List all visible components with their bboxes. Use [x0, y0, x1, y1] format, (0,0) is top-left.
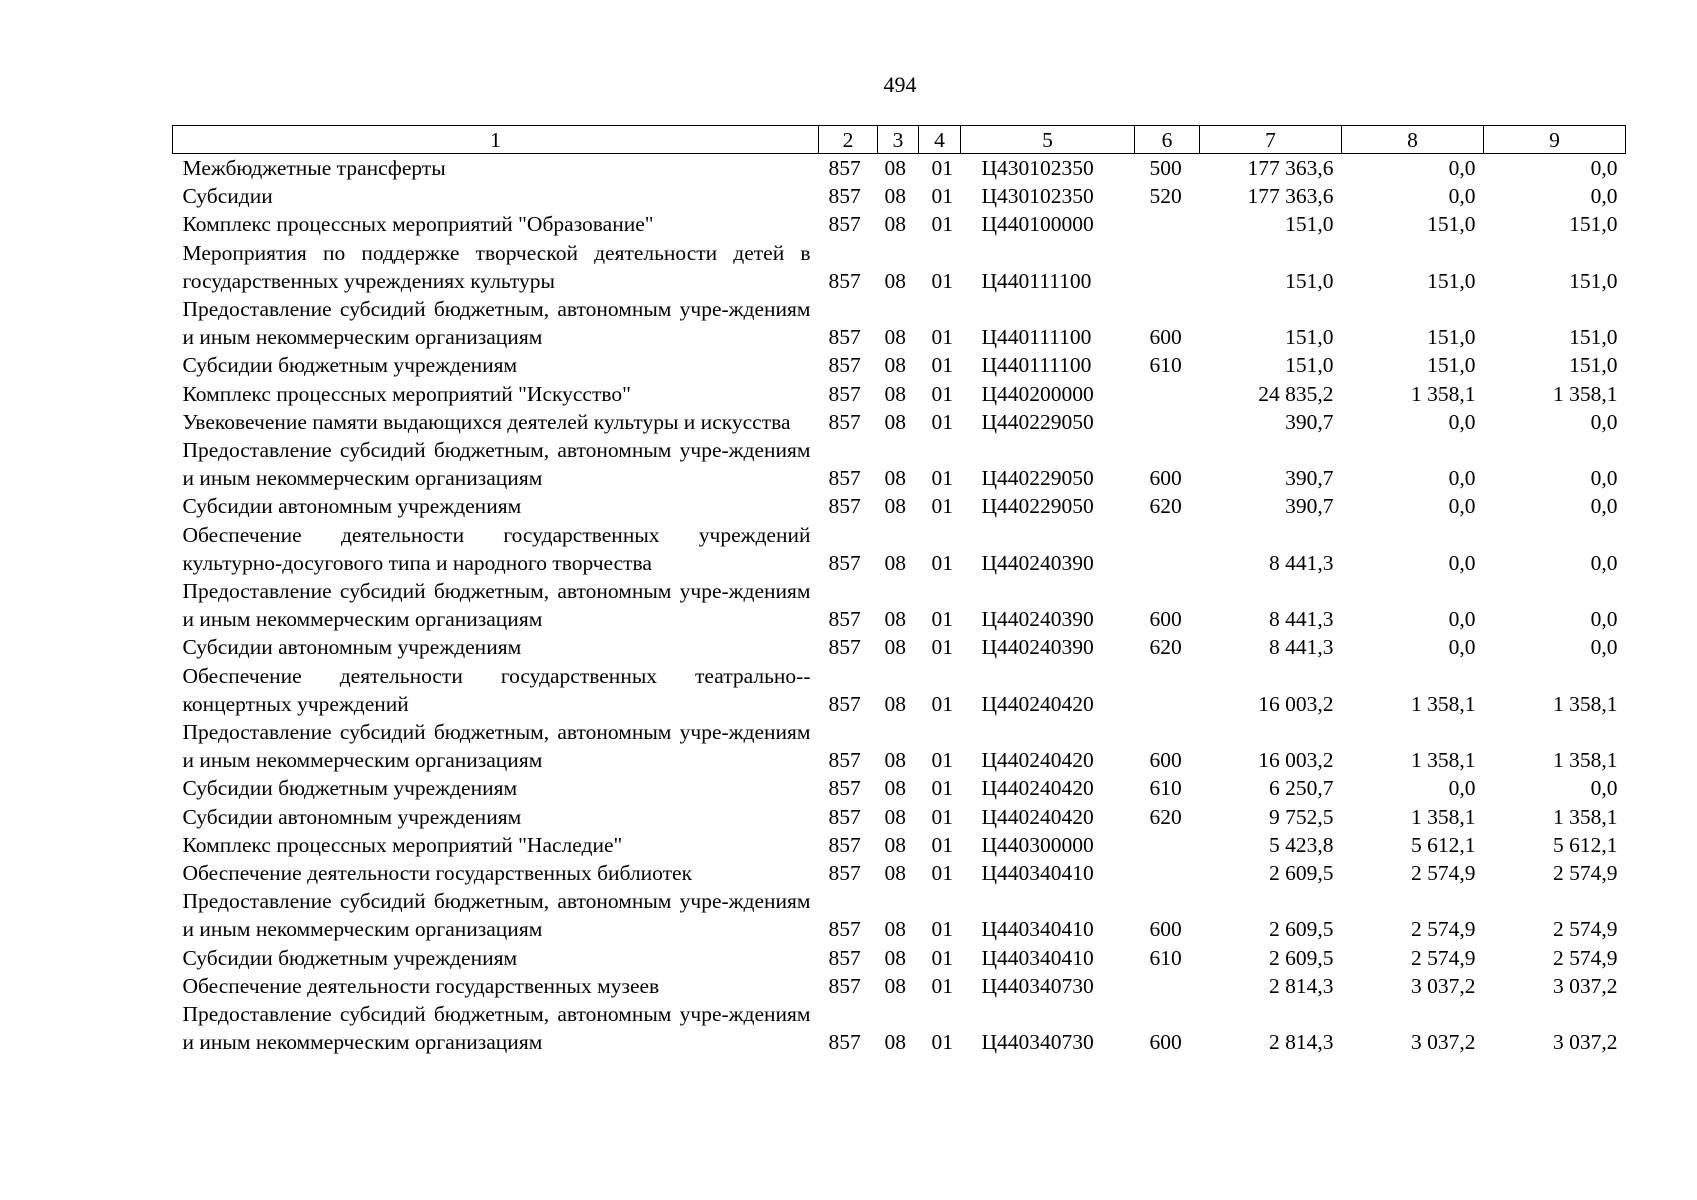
cell-name: Субсидии автономным учреждениям [182, 804, 522, 829]
cell-code-6: 520 [1149, 184, 1182, 209]
cell-code-2: 857 [828, 691, 861, 716]
cell-amount-9: 151,0 [1569, 353, 1618, 378]
cell-amount-7: 2 609,5 [1269, 861, 1334, 886]
table-row [173, 944, 1626, 972]
table-row [173, 182, 1626, 210]
cell-amount-9: 2 574,9 [1553, 945, 1618, 970]
cell-amount-7: 151,0 [1285, 268, 1334, 293]
cell-code-5: Ц430102350 [981, 156, 1094, 180]
cell-code-6: 620 [1149, 494, 1182, 519]
cell-code-6: 610 [1149, 776, 1182, 801]
cell-code-3: 08 [884, 325, 906, 350]
column-header-9: 9 [1484, 126, 1626, 154]
cell-code-6 [1135, 831, 1200, 859]
cell-amount-9: 0,0 [1590, 494, 1618, 519]
table-row [173, 718, 1626, 774]
cell-code-5: Ц440229050 [981, 409, 1094, 434]
table-row [173, 831, 1626, 859]
cell-code-6: 610 [1149, 945, 1182, 970]
cell-code-2: 857 [828, 550, 861, 575]
cell-amount-8: 151,0 [1427, 353, 1476, 378]
cell-amount-7: 16 003,2 [1258, 691, 1334, 716]
cell-code-3: 08 [884, 748, 906, 773]
cell-code-2: 857 [828, 409, 861, 434]
cell-code-2: 857 [828, 635, 861, 660]
column-header-4: 4 [919, 126, 961, 154]
cell-amount-7: 390,7 [1285, 494, 1334, 519]
column-header-8: 8 [1342, 126, 1484, 154]
cell-code-4: 01 [931, 607, 953, 632]
cell-amount-8: 0,0 [1448, 635, 1476, 660]
cell-code-6 [1135, 210, 1200, 238]
cell-code-3: 08 [884, 607, 906, 632]
cell-code-3: 08 [884, 268, 906, 293]
cell-amount-9: 2 574,9 [1553, 861, 1618, 886]
table-body [173, 154, 1626, 1057]
cell-code-2: 857 [828, 973, 861, 998]
cell-code-6: 620 [1149, 804, 1182, 829]
cell-name: Увековечение памяти выдающихся деятелей культуры и искусства [182, 409, 791, 434]
cell-code-5: Ц440100000 [981, 212, 1094, 237]
cell-code-6: 600 [1149, 748, 1182, 773]
cell-name: Предоставление субсидий бюджетным, автономным учре-ждениям и иным некоммерческим организациям [182, 297, 811, 350]
cell-amount-7: 151,0 [1285, 325, 1334, 350]
cell-amount-7: 8 441,3 [1269, 635, 1334, 660]
cell-amount-8: 0,0 [1448, 550, 1476, 575]
cell-code-2: 857 [828, 861, 861, 886]
cell-amount-7: 151,0 [1285, 353, 1334, 378]
cell-amount-7: 8 441,3 [1269, 607, 1334, 632]
cell-amount-8: 5 612,1 [1411, 832, 1476, 857]
cell-code-2: 857 [828, 184, 861, 209]
cell-code-5: Ц440229050 [981, 466, 1094, 491]
column-header-2: 2 [819, 126, 878, 154]
cell-code-5: Ц440111100 [981, 353, 1092, 378]
table-row [173, 351, 1626, 379]
cell-amount-9: 3 037,2 [1553, 973, 1618, 998]
cell-code-5: Ц440200000 [981, 381, 1094, 406]
cell-amount-9: 1 358,1 [1553, 691, 1618, 716]
cell-code-6: 600 [1149, 325, 1182, 350]
cell-amount-7: 151,0 [1285, 212, 1334, 237]
cell-code-2: 857 [828, 832, 861, 857]
cell-code-4: 01 [931, 409, 953, 434]
table-row [173, 577, 1626, 633]
cell-name: Предоставление субсидий бюджетным, автономным учре-ждениям и иным некоммерческим организациям [182, 720, 811, 773]
cell-code-2: 857 [828, 748, 861, 773]
cell-code-4: 01 [931, 917, 953, 942]
cell-amount-8: 0,0 [1448, 156, 1476, 180]
cell-code-3: 08 [884, 381, 906, 406]
cell-amount-8: 151,0 [1427, 212, 1476, 237]
cell-name: Межбюджетные трансферты [182, 156, 446, 180]
cell-amount-7: 2 814,3 [1269, 973, 1334, 998]
cell-code-3: 08 [884, 212, 906, 237]
cell-code-3: 08 [884, 353, 906, 378]
cell-amount-7: 390,7 [1285, 466, 1334, 491]
cell-amount-7: 2 814,3 [1269, 1030, 1334, 1055]
cell-amount-9: 0,0 [1590, 156, 1618, 180]
cell-code-4: 01 [931, 325, 953, 350]
table-row [173, 295, 1626, 351]
cell-code-4: 01 [931, 466, 953, 491]
cell-amount-8: 2 574,9 [1411, 861, 1476, 886]
cell-code-5: Ц440240420 [981, 691, 1094, 716]
cell-code-4: 01 [931, 776, 953, 801]
table-row [173, 436, 1626, 492]
cell-code-2: 857 [828, 212, 861, 237]
table-row [173, 859, 1626, 887]
cell-code-3: 08 [884, 945, 906, 970]
cell-name: Предоставление субсидий бюджетным, автономным учре-ждениям и иным некоммерческим организациям [182, 889, 811, 942]
cell-code-5: Ц440340730 [981, 973, 1094, 998]
cell-code-4: 01 [931, 945, 953, 970]
cell-amount-7: 177 363,6 [1247, 156, 1334, 180]
page-number: 494 [883, 72, 917, 97]
cell-code-3: 08 [884, 409, 906, 434]
cell-code-4: 01 [931, 635, 953, 660]
cell-amount-9: 0,0 [1590, 776, 1618, 801]
cell-amount-7: 390,7 [1285, 409, 1334, 434]
cell-name: Субсидии бюджетным учреждениям [182, 353, 518, 378]
cell-amount-7: 16 003,2 [1258, 748, 1334, 773]
cell-code-5: Ц440229050 [981, 494, 1094, 519]
cell-code-3: 08 [884, 184, 906, 209]
cell-code-2: 857 [828, 776, 861, 801]
cell-code-4: 01 [931, 832, 953, 857]
cell-code-2: 857 [828, 494, 861, 519]
cell-name: Обеспечение деятельности государственных театрально-концертных учреждений [182, 663, 811, 716]
cell-name: Субсидии автономным учреждениям [182, 494, 522, 519]
cell-amount-7: 9 752,5 [1269, 804, 1334, 829]
cell-code-5: Ц440340730 [981, 1030, 1094, 1055]
cell-code-2: 857 [828, 607, 861, 632]
cell-code-6 [1135, 239, 1200, 295]
cell-code-5: Ц440340410 [981, 917, 1094, 942]
cell-code-5: Ц430102350 [981, 184, 1094, 209]
column-header-5: 5 [961, 126, 1135, 154]
cell-code-5: Ц440340410 [981, 945, 1094, 970]
cell-amount-9: 0,0 [1590, 184, 1618, 209]
cell-name: Комплекс процессных мероприятий "Образование" [182, 212, 654, 237]
cell-amount-7: 6 250,7 [1269, 776, 1334, 801]
cell-amount-7: 8 441,3 [1269, 550, 1334, 575]
cell-amount-8: 0,0 [1448, 607, 1476, 632]
cell-code-3: 08 [884, 156, 906, 180]
cell-code-2: 857 [828, 381, 861, 406]
cell-amount-9: 151,0 [1569, 268, 1618, 293]
cell-code-2: 857 [828, 945, 861, 970]
cell-amount-8: 0,0 [1448, 494, 1476, 519]
cell-amount-7: 2 609,5 [1269, 945, 1334, 970]
cell-amount-9: 1 358,1 [1553, 748, 1618, 773]
cell-amount-9: 0,0 [1590, 550, 1618, 575]
table-row [173, 408, 1626, 436]
cell-code-2: 857 [828, 804, 861, 829]
table-row [173, 154, 1626, 183]
table-row [173, 972, 1626, 1000]
cell-code-4: 01 [931, 1030, 953, 1055]
table-row [173, 633, 1626, 661]
cell-amount-8: 0,0 [1448, 409, 1476, 434]
header-row [173, 126, 1626, 154]
cell-amount-8: 1 358,1 [1411, 691, 1476, 716]
cell-code-6: 600 [1149, 607, 1182, 632]
table-row [173, 210, 1626, 238]
cell-code-3: 08 [884, 973, 906, 998]
cell-code-6: 600 [1149, 917, 1182, 942]
cell-name: Субсидии бюджетным учреждениям [182, 776, 518, 801]
cell-amount-7: 24 835,2 [1258, 381, 1334, 406]
cell-amount-9: 0,0 [1590, 409, 1618, 434]
cell-code-6 [1135, 859, 1200, 887]
cell-amount-8: 0,0 [1448, 466, 1476, 491]
cell-name: Обеспечение деятельности государственных учреждений культурно-досугового типа и народного творчества [182, 522, 811, 575]
cell-amount-9: 5 612,1 [1553, 832, 1618, 857]
table-row [173, 774, 1626, 802]
cell-amount-8: 1 358,1 [1411, 804, 1476, 829]
table-row [173, 239, 1626, 295]
cell-amount-9: 3 037,2 [1553, 1030, 1618, 1055]
cell-code-6: 610 [1149, 353, 1182, 378]
cell-code-4: 01 [931, 550, 953, 575]
column-header-6: 6 [1135, 126, 1200, 154]
cell-code-6: 620 [1149, 635, 1182, 660]
cell-amount-8: 3 037,2 [1411, 973, 1476, 998]
cell-code-4: 01 [931, 494, 953, 519]
cell-amount-7: 5 423,8 [1269, 832, 1334, 857]
cell-code-2: 857 [828, 156, 861, 180]
cell-code-3: 08 [884, 804, 906, 829]
cell-amount-9: 0,0 [1590, 607, 1618, 632]
cell-amount-9: 0,0 [1590, 466, 1618, 491]
cell-code-5: Ц440240390 [981, 550, 1094, 575]
cell-code-6 [1135, 380, 1200, 408]
cell-code-2: 857 [828, 1030, 861, 1055]
cell-code-3: 08 [884, 776, 906, 801]
cell-code-4: 01 [931, 212, 953, 237]
cell-name: Обеспечение деятельности государственных музеев [182, 973, 660, 998]
cell-code-5: Ц440240390 [981, 607, 1094, 632]
cell-code-4: 01 [931, 353, 953, 378]
cell-amount-7: 177 363,6 [1247, 184, 1334, 209]
cell-amount-8: 1 358,1 [1411, 748, 1476, 773]
cell-code-5: Ц440240420 [981, 804, 1094, 829]
cell-name: Мероприятия по поддержке творческой деятельности детей в государственных учреждениях культуры [182, 240, 811, 293]
cell-code-3: 08 [884, 466, 906, 491]
table-row [173, 1000, 1626, 1056]
cell-amount-9: 151,0 [1569, 325, 1618, 350]
cell-name: Субсидии бюджетным учреждениям [182, 945, 518, 970]
cell-amount-8: 151,0 [1427, 268, 1476, 293]
cell-amount-9: 1 358,1 [1553, 804, 1618, 829]
cell-code-3: 08 [884, 691, 906, 716]
table-row [173, 887, 1626, 943]
cell-code-3: 08 [884, 1030, 906, 1055]
cell-code-4: 01 [931, 268, 953, 293]
cell-code-6: 600 [1149, 1030, 1182, 1055]
cell-name: Комплекс процессных мероприятий "Искусство" [182, 381, 631, 406]
cell-amount-8: 2 574,9 [1411, 945, 1476, 970]
table-row [173, 380, 1626, 408]
table-row [173, 521, 1626, 577]
cell-code-3: 08 [884, 550, 906, 575]
cell-code-6 [1135, 408, 1200, 436]
cell-code-4: 01 [931, 691, 953, 716]
cell-amount-8: 0,0 [1448, 776, 1476, 801]
cell-amount-8: 1 358,1 [1411, 381, 1476, 406]
cell-name: Предоставление субсидий бюджетным, автономным учре-ждениям и иным некоммерческим организациям [182, 579, 811, 632]
cell-code-3: 08 [884, 635, 906, 660]
cell-code-6: 600 [1149, 466, 1182, 491]
cell-code-5: Ц440111100 [981, 325, 1092, 350]
cell-code-3: 08 [884, 861, 906, 886]
cell-code-2: 857 [828, 917, 861, 942]
cell-code-5: Ц440300000 [981, 832, 1094, 857]
cell-amount-9: 2 574,9 [1553, 917, 1618, 942]
cell-amount-9: 151,0 [1569, 212, 1618, 237]
cell-amount-8: 3 037,2 [1411, 1030, 1476, 1055]
cell-code-4: 01 [931, 184, 953, 209]
cell-code-6 [1135, 521, 1200, 577]
cell-amount-9: 0,0 [1590, 635, 1618, 660]
cell-name: Предоставление субсидий бюджетным, автономным учре-ждениям и иным некоммерческим организациям [182, 438, 811, 491]
cell-code-4: 01 [931, 973, 953, 998]
cell-code-5: Ц440240420 [981, 748, 1094, 773]
cell-name: Предоставление субсидий бюджетным, автономным учре-ждениям и иным некоммерческим организациям [182, 1002, 811, 1055]
cell-code-5: Ц440340410 [981, 861, 1094, 886]
cell-name: Комплекс процессных мероприятий "Наследие" [182, 832, 623, 857]
cell-code-5: Ц440240390 [981, 635, 1094, 660]
cell-name: Субсидии [182, 184, 273, 209]
cell-amount-9: 1 358,1 [1553, 381, 1618, 406]
cell-code-5: Ц440240420 [981, 776, 1094, 801]
cell-code-2: 857 [828, 268, 861, 293]
table-row [173, 662, 1626, 718]
cell-code-5: Ц440111100 [981, 268, 1092, 293]
column-header-7: 7 [1200, 126, 1342, 154]
cell-code-3: 08 [884, 494, 906, 519]
cell-code-6 [1135, 662, 1200, 718]
cell-code-6: 500 [1149, 156, 1182, 180]
cell-code-4: 01 [931, 748, 953, 773]
column-header-1: 1 [173, 126, 819, 154]
cell-name: Обеспечение деятельности государственных библиотек [182, 861, 693, 886]
cell-amount-7: 2 609,5 [1269, 917, 1334, 942]
cell-code-2: 857 [828, 466, 861, 491]
cell-code-2: 857 [828, 325, 861, 350]
cell-code-4: 01 [931, 861, 953, 886]
cell-amount-8: 151,0 [1427, 325, 1476, 350]
cell-amount-8: 2 574,9 [1411, 917, 1476, 942]
cell-amount-8: 0,0 [1448, 184, 1476, 209]
cell-code-4: 01 [931, 804, 953, 829]
cell-code-4: 01 [931, 156, 953, 180]
table-row [173, 492, 1626, 520]
cell-code-3: 08 [884, 832, 906, 857]
cell-code-2: 857 [828, 353, 861, 378]
cell-code-6 [1135, 972, 1200, 1000]
column-header-3: 3 [878, 126, 919, 154]
cell-name: Субсидии автономным учреждениям [182, 635, 522, 660]
table-row [173, 803, 1626, 831]
cell-code-3: 08 [884, 917, 906, 942]
budget-table [172, 125, 1626, 1057]
cell-code-4: 01 [931, 381, 953, 406]
